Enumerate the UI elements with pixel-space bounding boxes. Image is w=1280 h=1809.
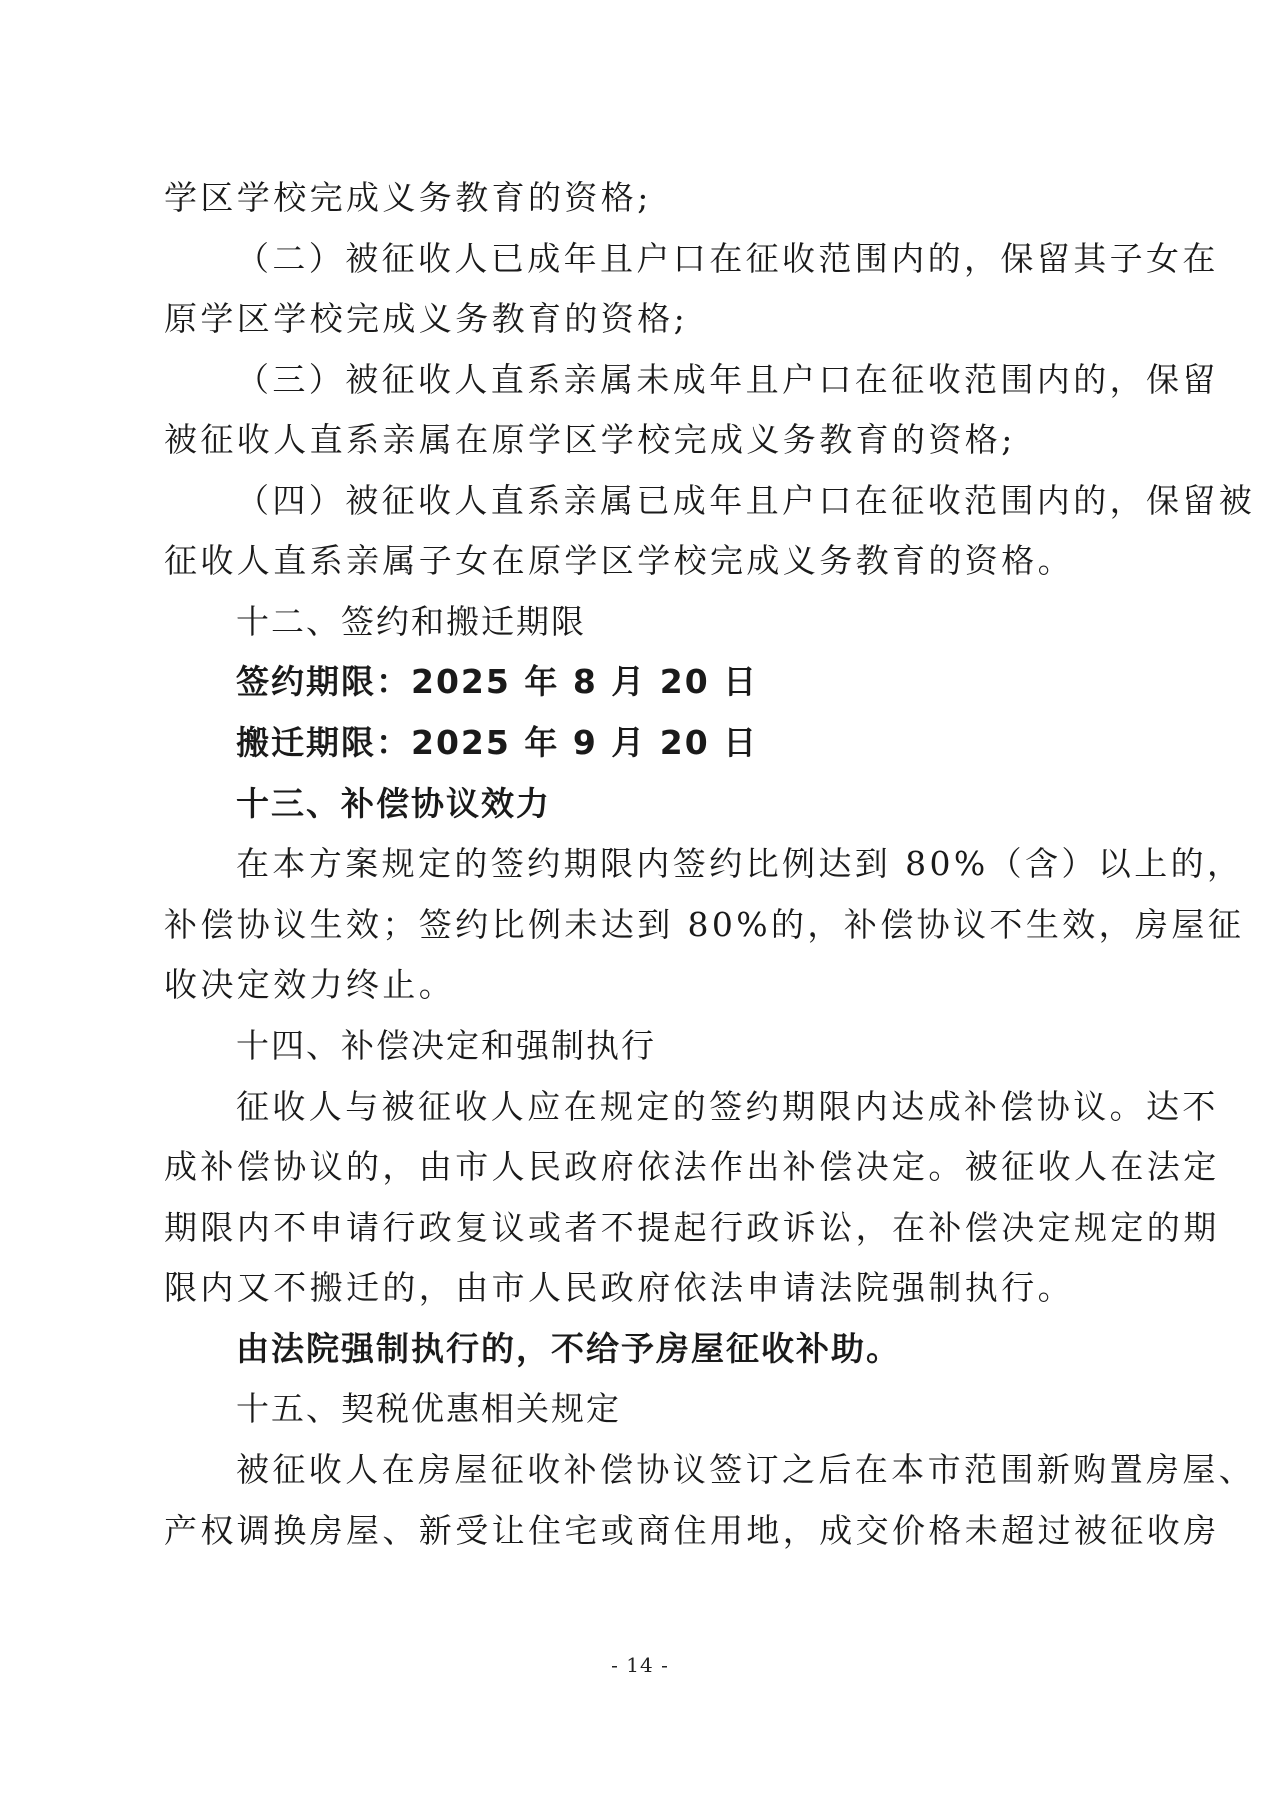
section-heading: 十二、签约和搬迁期限 [236,602,586,641]
paragraph-line: 征收人直系亲属子女在原学区学校完成义务教育的资格。 [164,541,1074,580]
paragraph-line: 原学区学校完成义务教育的资格; [164,299,689,338]
paragraph-line: 产权调换房屋、新受让住宅或商住用地，成交价格未超过被征收房 [164,1511,1220,1550]
paragraph-line: 期限内不申请行政复议或者不提起行政诉讼，在补偿决定规定的期 [164,1208,1220,1247]
section-heading: 十四、补偿决定和强制执行 [236,1026,656,1065]
section-heading: 十三、补偿协议效力 [236,784,551,823]
paragraph-line: 补偿协议生效；签约比例未达到 80%的，补偿协议不生效，房屋征 [164,905,1245,944]
paragraph-line: 在本方案规定的签约期限内签约比例达到 80%（含）以上的， [236,844,1244,883]
paragraph-line: 被征收人直系亲属在原学区学校完成义务教育的资格; [164,420,1016,459]
page-number: - 14 - [611,1653,669,1677]
paragraph-line: （三）被征收人直系亲属未成年且户口在征收范围内的，保留 [236,360,1219,399]
emphasis-line: 由法院强制执行的，不给予房屋征收补助。 [236,1329,901,1368]
paragraph-line: 成补偿协议的，由市人民政府依法作出补偿决定。被征收人在法定 [164,1147,1220,1186]
paragraph-line: 被征收人在房屋征收补偿协议签订之后在本市范围新购置房屋、 [236,1450,1256,1489]
section-heading: 十五、契税优惠相关规定 [236,1389,621,1428]
paragraph-line: 收决定效力终止。 [164,965,456,1004]
paragraph-line: （四）被征收人直系亲属已成年且户口在征收范围内的，保留被 [236,481,1256,520]
paragraph-line: 学区学校完成义务教育的资格; [164,178,652,217]
paragraph-line: 限内又不搬迁的，由市人民政府依法申请法院强制执行。 [164,1268,1074,1307]
signing-deadline: 签约期限：2025 年 8 月 20 日 [236,662,759,701]
paragraph-line: 征收人与被征收人应在规定的签约期限内达成补偿协议。达不 [236,1087,1219,1126]
paragraph-line: （二）被征收人已成年且户口在征收范围内的，保留其子女在 [236,239,1219,278]
relocation-deadline: 搬迁期限：2025 年 9 月 20 日 [236,723,759,762]
